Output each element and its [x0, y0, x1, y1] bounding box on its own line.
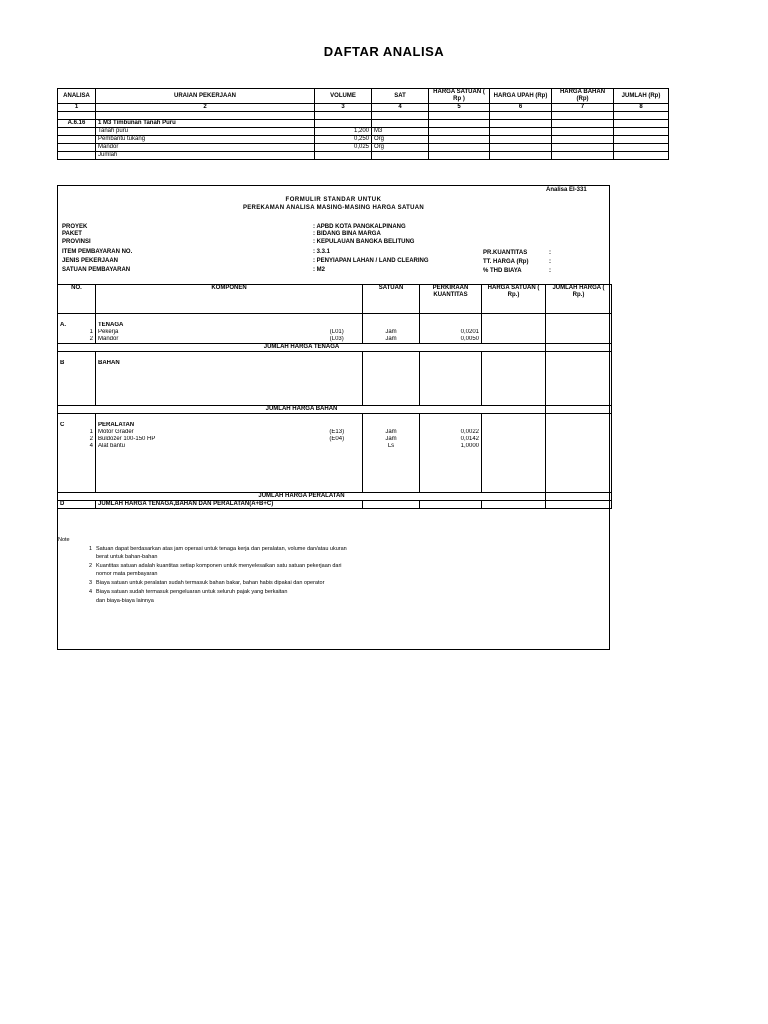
item-no: 2 — [58, 336, 96, 344]
item-unit: Jam — [363, 329, 420, 336]
note-number: 1 — [89, 546, 93, 552]
item-name: Pekerja — [96, 329, 312, 336]
col-header: HARGA BAHAN (Rp) — [552, 89, 614, 104]
note-number: 2 — [89, 563, 93, 569]
info-value: : KEPULAUAN BANGKA BELITUNG — [313, 239, 415, 245]
col-header: ANALISA — [58, 89, 96, 104]
info-value: : BIDANG BINA MARGA — [313, 231, 381, 237]
item-no: 1 — [58, 329, 96, 336]
item-code: (E04) — [312, 436, 363, 443]
item-qty: 0,0050 — [420, 336, 482, 344]
info-value: : M2 — [313, 267, 325, 273]
row-vol — [315, 120, 372, 128]
table-row — [58, 128, 669, 136]
note-text-cont: berat untuk bahan-bahan — [96, 554, 158, 560]
col-number: 8 — [614, 104, 669, 112]
col-header: KOMPONEN — [96, 285, 363, 314]
row-vol: 1,200 — [315, 128, 372, 136]
list-item — [58, 429, 612, 436]
info-label: SATUAN PEMBAYARAN — [62, 267, 131, 273]
form-heading-1: FORMULIR STANDAR UNTUK — [285, 197, 382, 203]
row-sat — [372, 120, 429, 128]
col-number: 5 — [429, 104, 490, 112]
section-row — [58, 414, 612, 423]
section-row — [58, 352, 612, 361]
note-text: Satuan dapat berdasarkan atas jam operasi untuk tenaga kerja dan peralatan, volume dan/atau ukuran — [96, 546, 347, 552]
row-desc: Tanah puru — [96, 128, 315, 136]
right-info-value: : — [549, 250, 551, 256]
row-desc: Mandor — [96, 144, 315, 152]
komponen-header-row — [58, 285, 612, 314]
item-code: (E13) — [312, 429, 363, 436]
info-value: : APBD KOTA PANGKALPINANG — [313, 224, 406, 230]
section-row — [58, 360, 612, 367]
grand-total-row — [58, 501, 612, 509]
section-letter: D — [58, 501, 96, 509]
total-label: JUMLAH HARGA TENAGA — [58, 344, 546, 352]
item-no: 1 — [58, 429, 96, 436]
list-item — [58, 436, 612, 443]
info-label: PROYEK — [62, 224, 88, 230]
note-text: Biaya satuan sudah termasuk pengeluaran untuk seluruh pajak yang berkaitan — [96, 589, 288, 595]
row-sat: Org — [372, 144, 429, 152]
table-row — [58, 120, 669, 128]
col-header: PERKIRAAN KUANTITAS — [420, 285, 482, 314]
section-title: BAHAN — [96, 360, 363, 367]
info-label: ITEM PEMBAYARAN NO. — [62, 249, 133, 255]
note-text-cont: dan biaya-biaya lainnya — [96, 598, 154, 604]
col-header: URAIAN PEKERJAAN — [96, 89, 315, 104]
info-label: PROVINSI — [62, 239, 91, 245]
komponen-table — [57, 284, 612, 509]
section-row — [58, 422, 612, 429]
total-row — [58, 493, 612, 501]
total-row — [58, 344, 612, 352]
list-item — [58, 443, 612, 450]
section-letter: B — [58, 360, 96, 367]
note-label: Note — [58, 537, 70, 543]
col-number: 7 — [552, 104, 614, 112]
section-title: PERALATAN — [96, 422, 363, 429]
section-spacer — [58, 450, 612, 493]
col-number: 2 — [96, 104, 315, 112]
item-unit: Ls — [363, 443, 420, 450]
note-text: Kuantitas satuan adalah kuantitas setiap komponen untuk menyelesaikan satu satuan pekerjaan dari — [96, 563, 342, 569]
right-info-value: : — [549, 268, 551, 274]
item-name: Alat bantu — [96, 443, 312, 450]
total-label: JUMLAH HARGA PERALATAN — [58, 493, 546, 501]
row-desc: 1 M3 Timbunan Tanah Puru — [96, 120, 315, 128]
header-row — [58, 89, 669, 104]
info-label: PAKET — [62, 231, 82, 237]
right-info-label: PR.KUANTITAS — [483, 250, 528, 256]
section-row — [58, 314, 612, 323]
row-vol: 0,025 — [315, 144, 372, 152]
daftar-analisa-table — [57, 88, 669, 160]
row-vol: 0,250 — [315, 136, 372, 144]
list-item — [58, 336, 612, 344]
col-header: JUMLAH (Rp) — [614, 89, 669, 104]
item-qty: 0,0022 — [420, 429, 482, 436]
section-letter: A. — [58, 322, 96, 329]
analisa-code: Analisa EI-331 — [546, 187, 587, 193]
page-title: DAFTAR ANALISA — [323, 44, 445, 59]
item-qty: 0,0201 — [420, 329, 482, 336]
col-header: HARGA UPAH (Rp) — [490, 89, 552, 104]
table-row — [58, 152, 669, 160]
note-text: Biaya satuan untuk peralatan sudah termasuk bahan bakar, bahan habis dipakai dan operator — [96, 580, 325, 586]
info-label: JENIS PEKERJAAN — [62, 258, 119, 264]
right-info-value: : — [549, 259, 551, 265]
section-row — [58, 322, 612, 329]
item-name: Mandor — [96, 336, 312, 344]
col-number: 6 — [490, 104, 552, 112]
info-value: : PENYIAPAN LAHAN / LAND CLEARING — [313, 258, 429, 264]
col-number: 3 — [315, 104, 372, 112]
total-row — [58, 406, 612, 414]
col-header: SATUAN — [363, 285, 420, 314]
section-letter: C — [58, 422, 96, 429]
section-spacer — [58, 367, 612, 406]
row-desc: Jumlah — [96, 152, 315, 160]
col-header: VOLUME — [315, 89, 372, 104]
right-info-label: % THD BIAYA — [483, 268, 522, 274]
item-unit: Jam — [363, 336, 420, 344]
spacer-row — [58, 112, 669, 120]
item-name: Motor Grader — [96, 429, 312, 436]
item-code: (L03) — [312, 336, 363, 344]
col-header: HARGA SATUAN ( Rp ) — [429, 89, 490, 104]
item-unit: Jam — [363, 429, 420, 436]
col-header: SAT — [372, 89, 429, 104]
note-number: 4 — [89, 589, 93, 595]
item-no: 2 — [58, 436, 96, 443]
col-number: 1 — [58, 104, 96, 112]
item-qty: 1,0000 — [420, 443, 482, 450]
row-code: A.6.16 — [58, 120, 96, 128]
grand-total-label: JUMLAH HARGA TENAGA,BAHAN DAN PERALATAN(A+B+C) — [96, 501, 363, 509]
item-code — [312, 443, 363, 450]
item-code: (L01) — [312, 329, 363, 336]
row-sat: Org — [372, 136, 429, 144]
list-item — [58, 329, 612, 336]
total-label: JUMLAH HARGA BAHAN — [58, 406, 546, 414]
item-name: Buldozer 100-150 HP — [96, 436, 312, 443]
row-sat: M3 — [372, 128, 429, 136]
row-vol — [315, 152, 372, 160]
form-heading-2: PEREKAMAN ANALISA MASING-MASING HARGA SATUAN — [242, 205, 425, 211]
row-desc: Pembantu tukang — [96, 136, 315, 144]
item-unit: Jam — [363, 436, 420, 443]
col-header: NO. — [58, 285, 96, 314]
item-no: 4 — [58, 443, 96, 450]
number-row — [58, 104, 669, 112]
col-header: JUMLAH HARGA ( Rp.) — [546, 285, 612, 314]
col-header: HARGA SATUAN ( Rp.) — [482, 285, 546, 314]
table-row — [58, 136, 669, 144]
right-info-label: TT. HARGA (Rp) — [483, 259, 529, 265]
note-number: 3 — [89, 580, 93, 586]
col-number: 4 — [372, 104, 429, 112]
info-value: : 3.3.1 — [313, 249, 331, 255]
row-sat — [372, 152, 429, 160]
section-title: TENAGA — [96, 322, 363, 329]
item-qty: 0,0142 — [420, 436, 482, 443]
note-text-cont: nomor mata pembayaran — [96, 571, 158, 577]
table-row — [58, 144, 669, 152]
